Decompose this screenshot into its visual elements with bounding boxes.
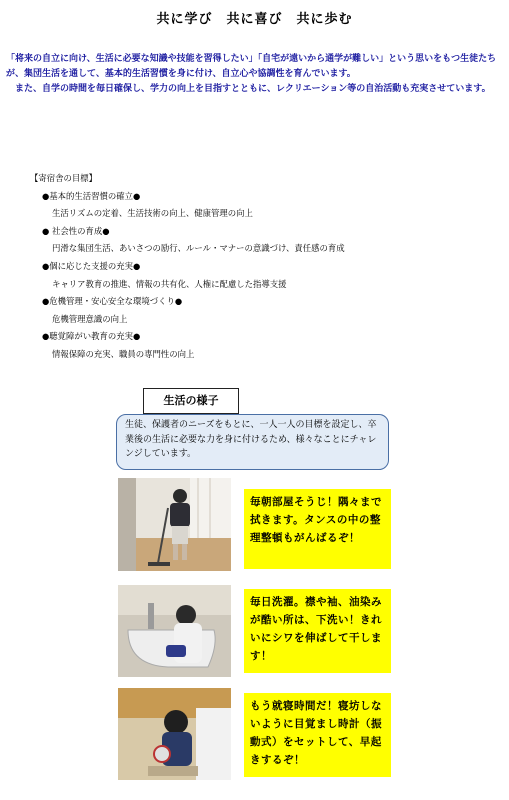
goal-detail: 情報保障の充実、職員の専門性の向上 <box>52 348 195 359</box>
intro-paragraph-1: 「将来の自立に向け、生活に必要な知識や技能を習得したい」「自宅が遠いから通学が難しい」という思いをもつ生徒たちが、集団生活を通して、基本的生活習慣を身に付け、自立心や協調性を育んでいます。 <box>6 54 497 79</box>
alarm-clock-photo <box>118 688 231 780</box>
goal-detail: 危機管理意識の向上 <box>52 313 128 324</box>
intro-paragraph-2: また、自学の時間を毎日確保し、学力の向上を目指すとともに、レクリエーション等の自治活動も充実させています。 <box>6 84 491 94</box>
goal-detail: 生活リズムの定着、生活技術の向上、健康管理の向上 <box>52 208 253 219</box>
goal-title: ●基本的生活習慣の確立● <box>42 190 141 201</box>
laundry-caption: 毎日洗濯。襟や袖、油染みが酷い所は、下洗い！きれいにシワを伸ばして干します！ <box>244 589 391 673</box>
cleaning-caption: 毎朝部屋そうじ！隅々まで拭きます。タンスの中の整理整頓もがんばるぞ！ <box>244 489 391 569</box>
goal-title: ●聴覚障がい教育の充実● <box>42 331 141 342</box>
life-callout: 生徒、保護者のニーズをもとに、一人一人の目標を設定し、卒業後の生活に必要な力を身に付けるため、様々なことにチャレンジしています。 <box>116 414 389 470</box>
life-section-label: 生活の様子 <box>143 388 239 414</box>
goal-title: ● 社会性の育成● <box>42 225 110 236</box>
goal-title: ●個に応じた支援の充実● <box>42 260 141 271</box>
goal-title: ●危機管理・安心安全な環境づくり● <box>42 296 183 307</box>
intro-text <box>6 52 500 97</box>
goal-detail: キャリア教育の推進、情報の共有化、人権に配慮した指導支援 <box>52 278 287 289</box>
laundry-photo <box>118 585 231 677</box>
dormitory-goals <box>30 170 470 364</box>
alarm-caption: もう就寝時間だ！寝坊しないように目覚まし時計（振動式）をセットして、早起きするぞ！ <box>244 693 391 777</box>
cleaning-photo <box>118 478 231 571</box>
goals-heading: 【寄宿舎の目標】 <box>30 173 97 183</box>
goal-detail: 円滑な集団生活、あいさつの励行、ルール・マナーの意識づけ、責任感の育成 <box>52 243 345 254</box>
page-title: 共に学び 共に喜び 共に歩む <box>156 12 353 27</box>
